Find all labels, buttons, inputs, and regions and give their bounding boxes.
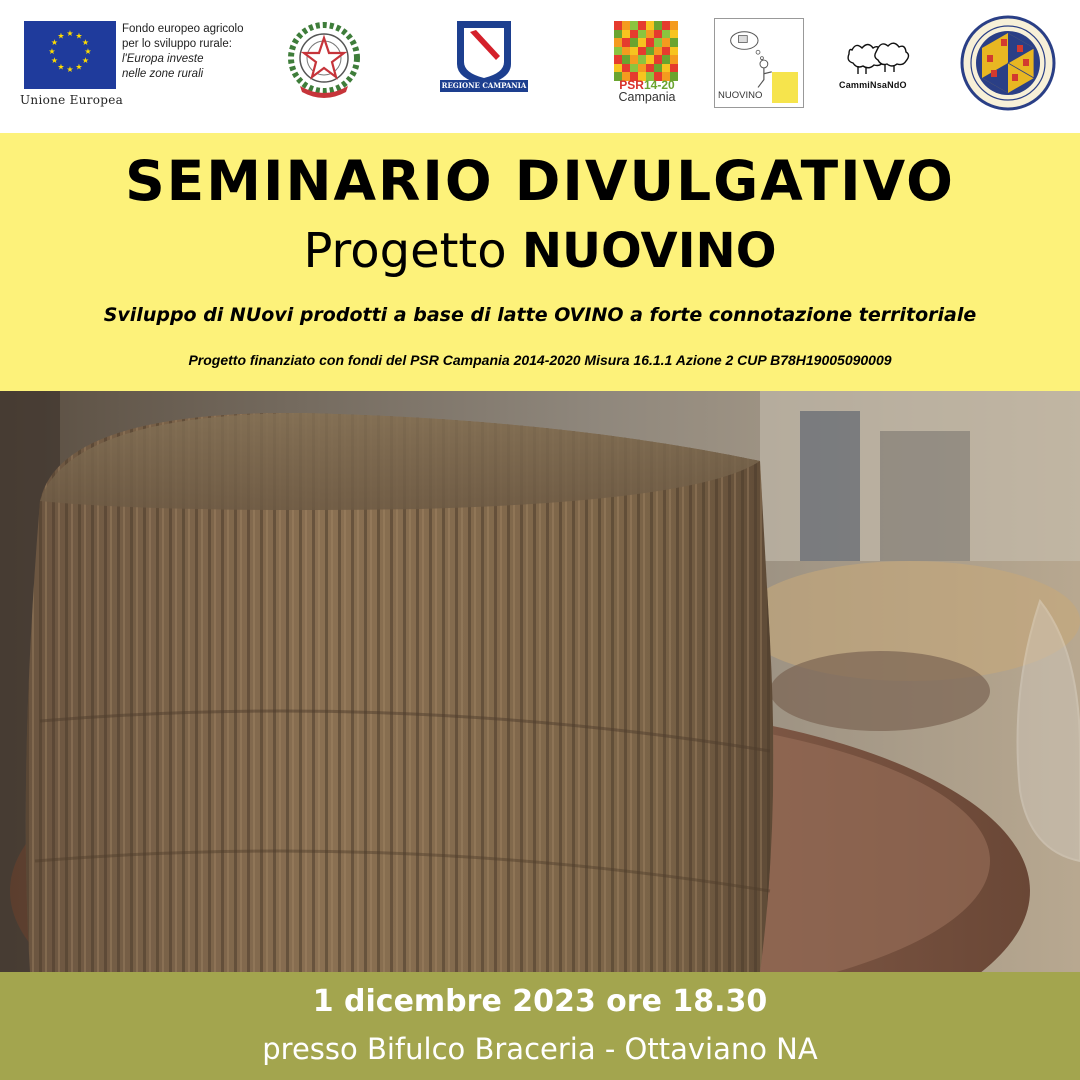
psr-label-a: PSR (619, 78, 644, 92)
page-title: SEMINARIO DIVULGATIVO (125, 149, 955, 213)
eu-text-line4: nelle zone rurali (122, 68, 204, 80)
svg-text:★: ★ (81, 56, 90, 65)
event-date: 1 dicembre 2023 ore 18.30 (312, 984, 768, 1019)
svg-text:★: ★ (48, 47, 56, 56)
svg-text:★: ★ (84, 47, 92, 56)
nuovino-yellow-block (772, 72, 798, 103)
svg-text:★: ★ (57, 62, 65, 72)
psr-label (612, 79, 682, 103)
eu-text-line1: Fondo europeo agricolo (122, 23, 244, 35)
subtitle-prefix: Progetto (303, 223, 507, 279)
svg-text:★: ★ (50, 38, 59, 47)
sheep-flock-icon (838, 36, 914, 86)
event-header (0, 133, 1080, 391)
university-seal-icon (960, 15, 1056, 111)
project-subtitle (0, 221, 1080, 281)
eu-flag-icon (24, 21, 116, 89)
svg-text:★: ★ (66, 29, 74, 38)
svg-text:★: ★ (50, 56, 59, 65)
regione-label: REGIONE CAMPANIA (441, 81, 527, 90)
subtitle-project-name: NUOVINO (521, 223, 777, 279)
psr-label-b: 14-20 (643, 78, 675, 92)
event-footer (0, 972, 1080, 1080)
cheese-photo-illustration (0, 391, 1080, 972)
logo-strip (0, 0, 1080, 133)
funding-note: Progetto finanziato con fondi del PSR Campania 2014-2020 Misura 16.1.1 Azione 2 CUP B78H19005090009 (188, 352, 892, 368)
cheese-photo (0, 391, 1080, 972)
nuovino-label: NUOVINO (718, 90, 763, 101)
cammi-label: CammiNsaNdO (839, 80, 907, 90)
svg-text:★: ★ (75, 62, 83, 72)
svg-text:★: ★ (81, 38, 90, 47)
eu-text-line3: l'Europa investe (122, 53, 204, 65)
svg-text:★: ★ (75, 31, 83, 41)
event-venue: presso Bifulco Braceria - Ottaviano NA (262, 1032, 818, 1066)
project-tagline: Sviluppo di NUovi prodotti a base di latte OVINO a forte connotazione territoriale (103, 304, 977, 326)
psr-label-c: Campania (618, 90, 676, 104)
svg-text:★: ★ (57, 31, 65, 41)
eu-text-line2: per lo sviluppo rurale: (122, 38, 232, 50)
svg-text:★: ★ (66, 65, 74, 74)
eu-fund-text (122, 22, 243, 82)
eu-caption: Unione Europea (20, 93, 124, 107)
psr-mosaic-icon (614, 21, 678, 81)
italian-republic-emblem-icon (286, 20, 362, 102)
